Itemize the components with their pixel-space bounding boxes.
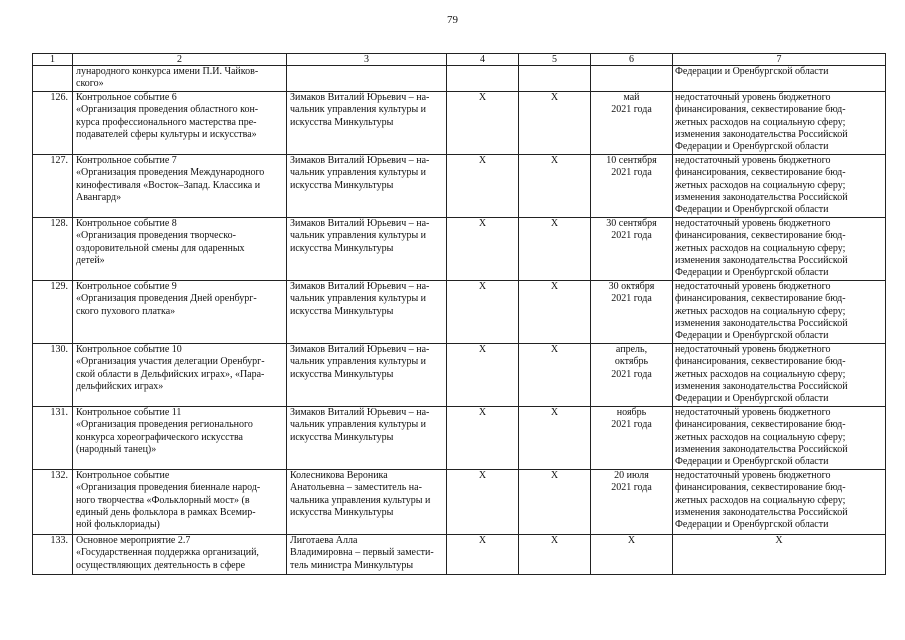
table-row	[33, 92, 886, 155]
header-col-2: 2	[73, 54, 287, 66]
header-col-4: 4	[447, 54, 519, 66]
col5-cell: X	[519, 155, 591, 218]
risk-cell: недостаточный уровень бюджетного финансирования, секвестирование бюд- жетных расходов на социальную сферу; изменения законодательства Российской Федерации и Оренбургской области	[673, 281, 886, 344]
risk-cell: недостаточный уровень бюджетного финансирования, секвестирование бюд- жетных расходов на социальную сферу; изменения законодательства Российской Федерации и Оренбургской области	[673, 155, 886, 218]
col5-cell: X	[519, 281, 591, 344]
responsible-cell	[287, 66, 447, 92]
risk-cell: недостаточный уровень бюджетного финансирования, секвестирование бюд- жетных расходов на социальную сферу; изменения законодательства Российской Федерации и Оренбургской области	[673, 218, 886, 281]
responsible-cell: Зимаков Виталий Юрьевич – на- чальник управления культуры и искусства Минкультуры	[287, 344, 447, 407]
deadline-cell: 10 сентября 2021 года	[591, 155, 673, 218]
col5-cell: X	[519, 218, 591, 281]
col4-cell: X	[447, 470, 519, 535]
responsible-cell: Колесникова Вероника Анатольевна – заместитель на- чальника управления культуры и искусства Минкультуры	[287, 470, 447, 535]
event-cell: Контрольное событие 6 «Организация проведения областного кон- курса профессионального мастерства пре- подавателей сферы культуры и искусства»	[73, 92, 287, 155]
event-cell: Контрольное событие 7 «Организация проведения Международного кинофестиваля «Восток–Запад. Классика и Авангард»	[73, 155, 287, 218]
header-col-6: 6	[591, 54, 673, 66]
deadline-cell: 30 октября 2021 года	[591, 281, 673, 344]
table-row	[33, 344, 886, 407]
risk-cell: Федерации и Оренбургской области	[673, 66, 886, 92]
table-row	[33, 535, 886, 575]
event-cell: Контрольное событие 8 «Организация проведения творческо- оздоровительной смены для одаренных детей»	[73, 218, 287, 281]
col4-cell: X	[447, 407, 519, 470]
col5-cell: X	[519, 344, 591, 407]
responsible-cell: Зимаков Виталий Юрьевич – на- чальник управления культуры и искусства Минкультуры	[287, 407, 447, 470]
responsible-cell: Зимаков Виталий Юрьевич – на- чальник управления культуры и искусства Минкультуры	[287, 218, 447, 281]
header-col-5: 5	[519, 54, 591, 66]
event-cell: Контрольное событие 9 «Организация проведения Дней оренбург- ского пухового платка»	[73, 281, 287, 344]
deadline-cell: май 2021 года	[591, 92, 673, 155]
row-number: 128.	[33, 218, 73, 281]
event-cell: Контрольное событие «Организация проведения биеннале народ- ного творчества «Фольклорный мост» (в единый день фольклора в рамках Всемир- ной фольклориады)	[73, 470, 287, 535]
risk-cell: недостаточный уровень бюджетного финансирования, секвестирование бюд- жетных расходов на социальную сферу; изменения законодательства Российской Федерации и Оренбургской области	[673, 92, 886, 155]
risk-cell: недостаточный уровень бюджетного финансирования, секвестирование бюд- жетных расходов на социальную сферу; изменения законодательства Российской Федерации и Оренбургской области	[673, 344, 886, 407]
deadline-cell: 30 сентября 2021 года	[591, 218, 673, 281]
header-col-3: 3	[287, 54, 447, 66]
responsible-cell: Лиготаева Алла Владимировна – первый замести- тель министра Минкультуры	[287, 535, 447, 575]
header-row	[33, 54, 886, 66]
row-number: 131.	[33, 407, 73, 470]
col4-cell: X	[447, 155, 519, 218]
col4-cell: X	[447, 92, 519, 155]
deadline-cell: 20 июля 2021 года	[591, 470, 673, 535]
header-col-1: 1	[33, 54, 73, 66]
col4-cell: X	[447, 535, 519, 575]
row-number: 127.	[33, 155, 73, 218]
col4-cell: X	[447, 281, 519, 344]
table-row	[33, 407, 886, 470]
risk-cell: X	[673, 535, 886, 575]
col4-cell: X	[447, 218, 519, 281]
responsible-cell: Зимаков Виталий Юрьевич – на- чальник управления культуры и искусства Минкультуры	[287, 155, 447, 218]
col4-cell: X	[447, 344, 519, 407]
deadline-cell: X	[591, 535, 673, 575]
table-row	[33, 66, 886, 92]
program-table	[32, 53, 886, 575]
table-row	[33, 470, 886, 535]
header-col-7: 7	[673, 54, 886, 66]
deadline-cell	[591, 66, 673, 92]
col5-cell: X	[519, 92, 591, 155]
responsible-cell: Зимаков Виталий Юрьевич – на- чальник управления культуры и искусства Минкультуры	[287, 281, 447, 344]
event-cell: Контрольное событие 10 «Организация участия делегации Оренбург- ской области в Дельфийских играх», «Пара- дельфийских играх»	[73, 344, 287, 407]
risk-cell: недостаточный уровень бюджетного финансирования, секвестирование бюд- жетных расходов на социальную сферу; изменения законодательства Российской Федерации и Оренбургской области	[673, 407, 886, 470]
table-row	[33, 281, 886, 344]
row-number: 129.	[33, 281, 73, 344]
row-number: 132.	[33, 470, 73, 535]
deadline-cell: ноябрь 2021 года	[591, 407, 673, 470]
row-number: 133.	[33, 535, 73, 575]
table-row	[33, 155, 886, 218]
row-number: 126.	[33, 92, 73, 155]
event-cell: Основное мероприятие 2.7 «Государственная поддержка организаций, осуществляющих деятельность в сфере	[73, 535, 287, 575]
col5-cell: X	[519, 535, 591, 575]
risk-cell: недостаточный уровень бюджетного финансирования, секвестирование бюд- жетных расходов на социальную сферу; изменения законодательства Российской Федерации и Оренбургской области	[673, 470, 886, 535]
event-cell: лународного конкурса имени П.И. Чайков- ского»	[73, 66, 287, 92]
row-number	[33, 66, 73, 92]
row-number: 130.	[33, 344, 73, 407]
col4-cell	[447, 66, 519, 92]
deadline-cell: апрель, октябрь 2021 года	[591, 344, 673, 407]
col5-cell: X	[519, 470, 591, 535]
responsible-cell: Зимаков Виталий Юрьевич – на- чальник управления культуры и искусства Минкультуры	[287, 92, 447, 155]
event-cell: Контрольное событие 11 «Организация проведения регионального конкурса хореографического искусства (народный танец)»	[73, 407, 287, 470]
col5-cell	[519, 66, 591, 92]
col5-cell: X	[519, 407, 591, 470]
page-number: 79	[447, 14, 458, 26]
table-row	[33, 218, 886, 281]
